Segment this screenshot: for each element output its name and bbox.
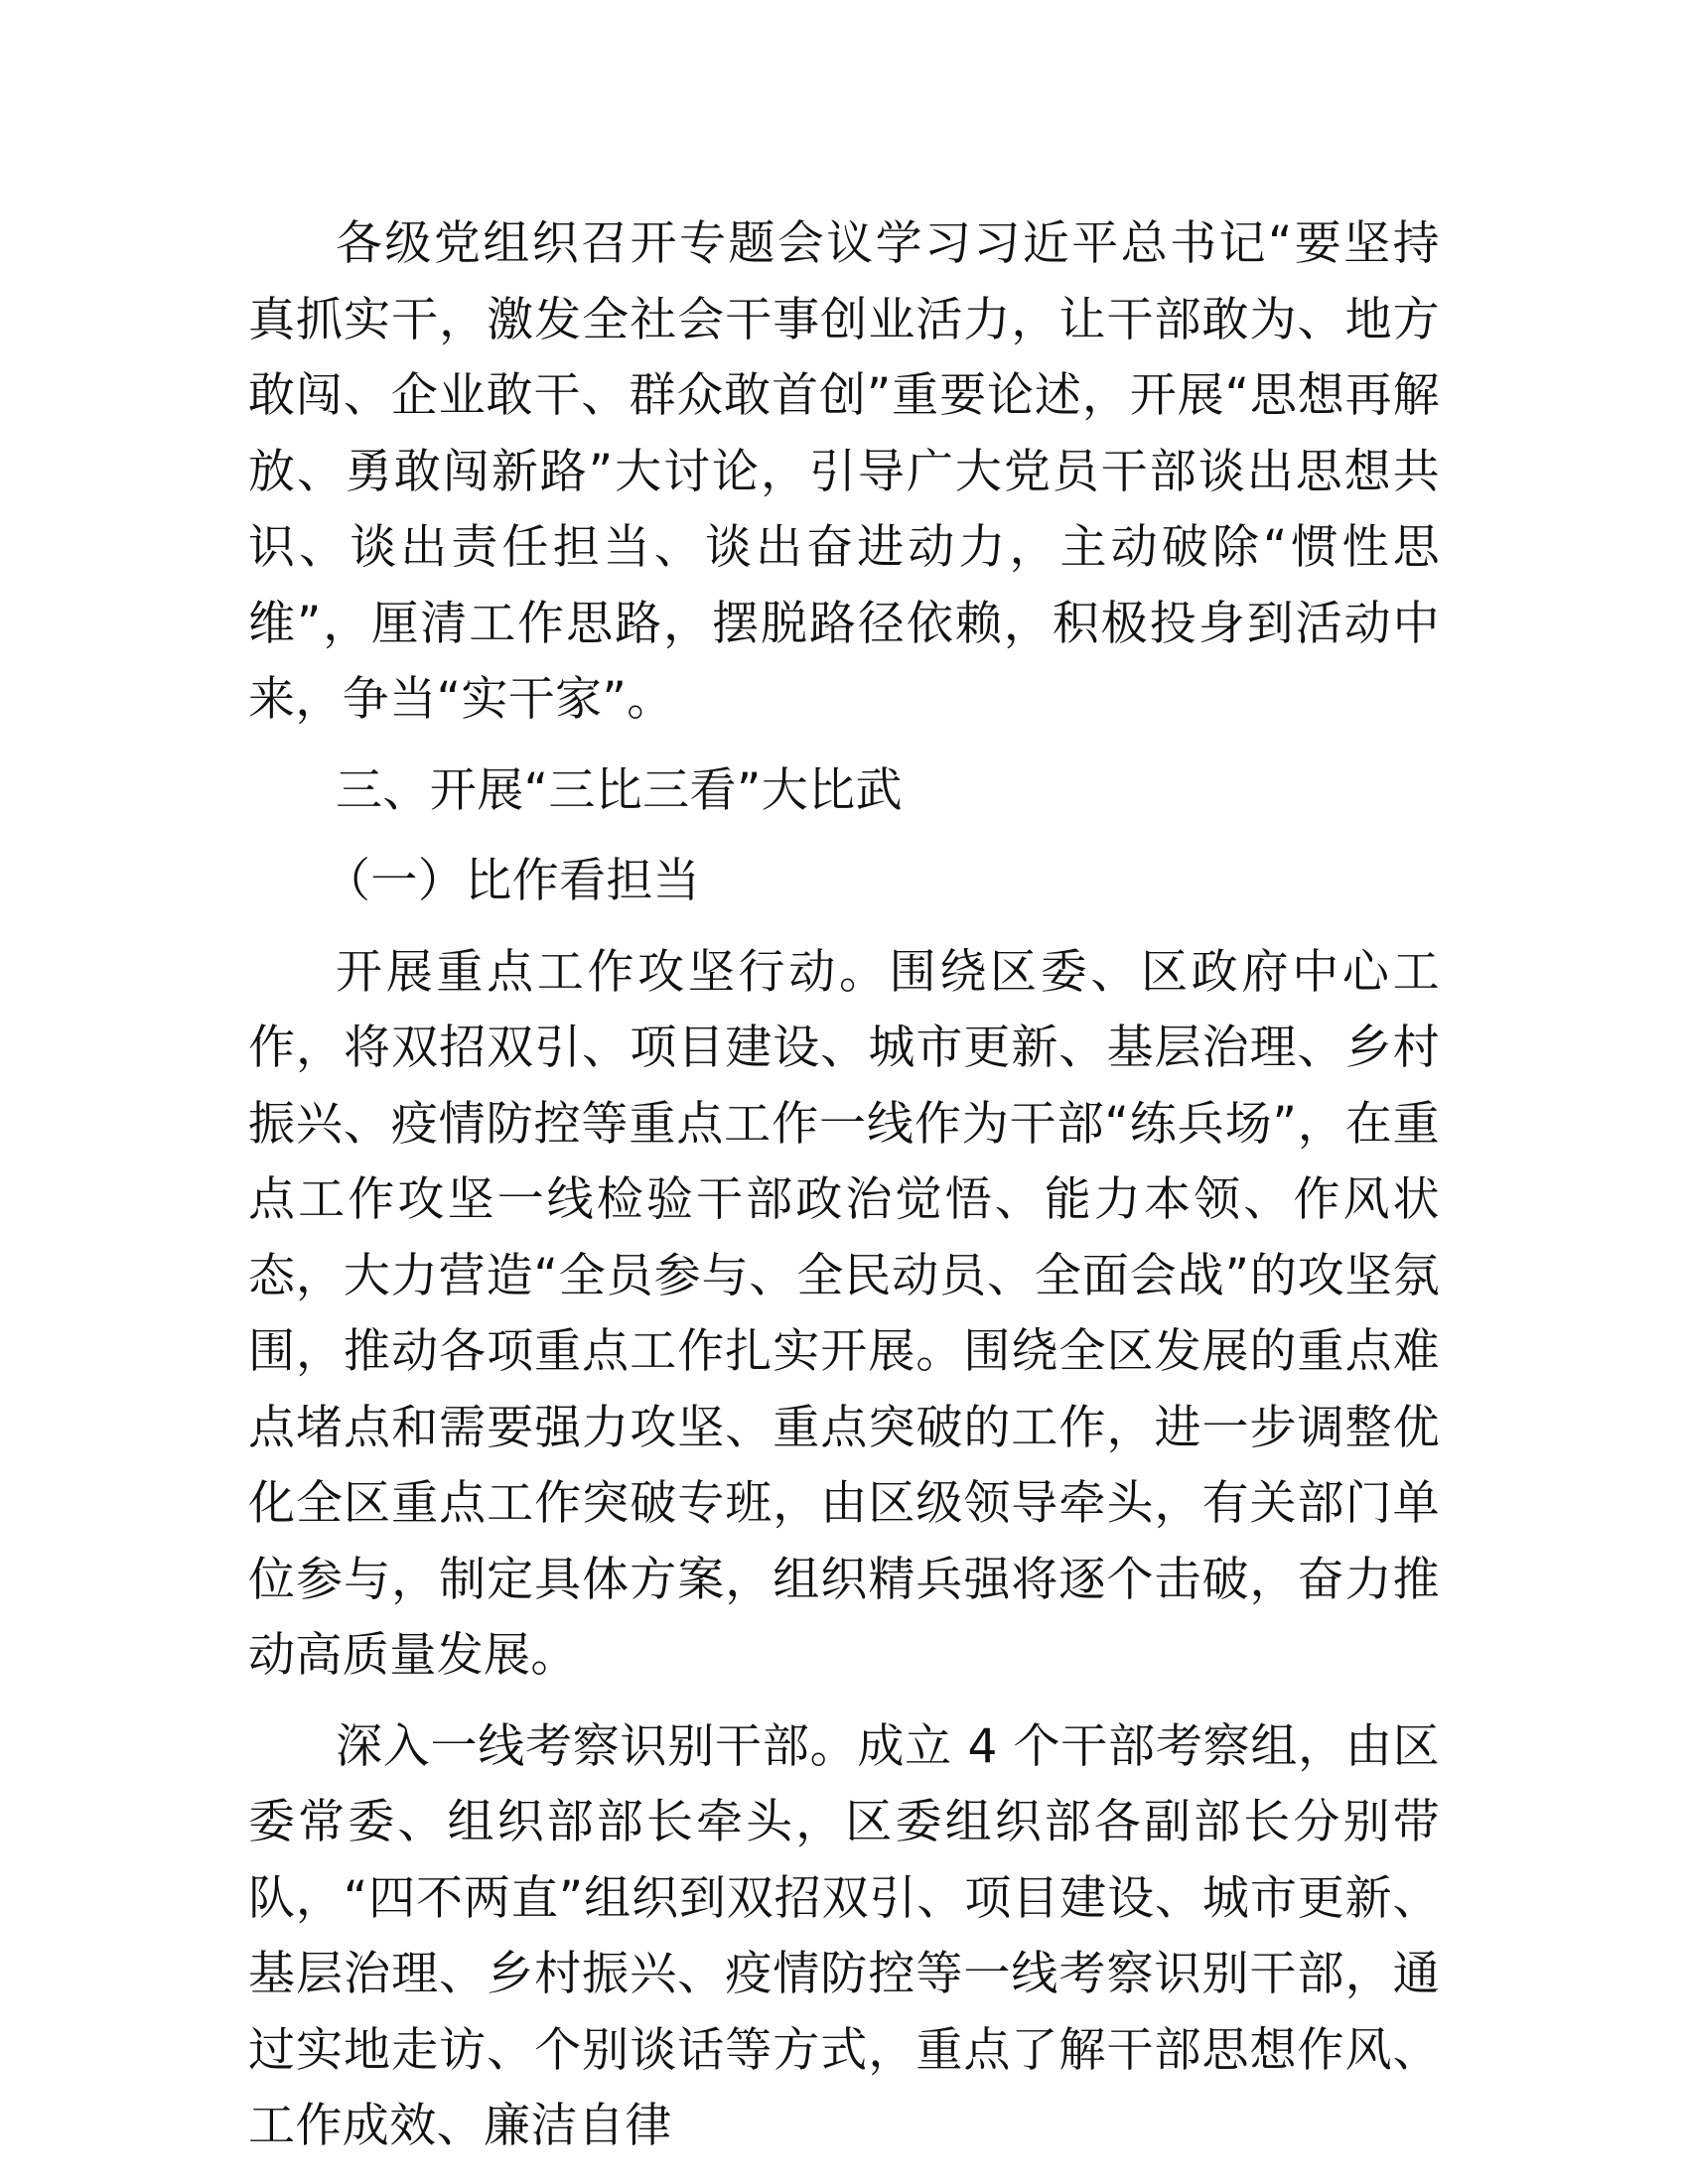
paragraph-inspection: 深入一线考察识别干部。成立 4 个干部考察组，由区委常委、组织部部长牵头，区委组织部各副部长分别带队，“四不两直”组织到双招双引、项目建设、城市更新、基层治理、乡村振兴、疫情防控等一线考察识别干部，通过实地走访、个别谈话等方式，重点了解干部思想作风、工作成效、廉洁自律 — [248, 1718, 1440, 2153]
section-heading: 三、开展“三比三看”大比武 — [336, 762, 903, 818]
subsection-heading: （一）比作看担当 — [324, 854, 701, 908]
document-body — [248, 206, 1440, 2165]
paragraph-intro: 各级党组织召开专题会议学习习近平总书记“要坚持真抓实干，激发全社会干事创业活力，让干部敢为、地方敢闯、企业敢干、群众敢首创”重要论述，开展“思想再解放、勇敢闯新路”大讨论，引导广大党员干部谈出思想共识、谈出责任担当、谈出奋进动力，主动破除“惯性思维”，厘清工作思路，摆脱路径依赖，积极投身到活动中来，争当“实干家”。 — [248, 216, 1440, 727]
paragraph-key-work: 开展重点工作攻坚行动。围绕区委、区政府中心工作，将双招双引、项目建设、城市更新、基层治理、乡村振兴、疫情防控等重点工作一线作为干部“练兵场”，在重点工作攻坚一线检验干部政治觉悟、能力本领、作风状态，大力营造“全员参与、全民动员、全面会战”的攻坚氛围，推动各项重点工作扎实开展。围绕全区发展的重点难点堵点和需要强力攻坚、重点突破的工作，进一步调整优化全区重点工作突破专班，由区级领导牵头，有关部门单位参与，制定具体方案，组织精兵强将逐个击破，奋力推动高质量发展。 — [248, 944, 1440, 1683]
